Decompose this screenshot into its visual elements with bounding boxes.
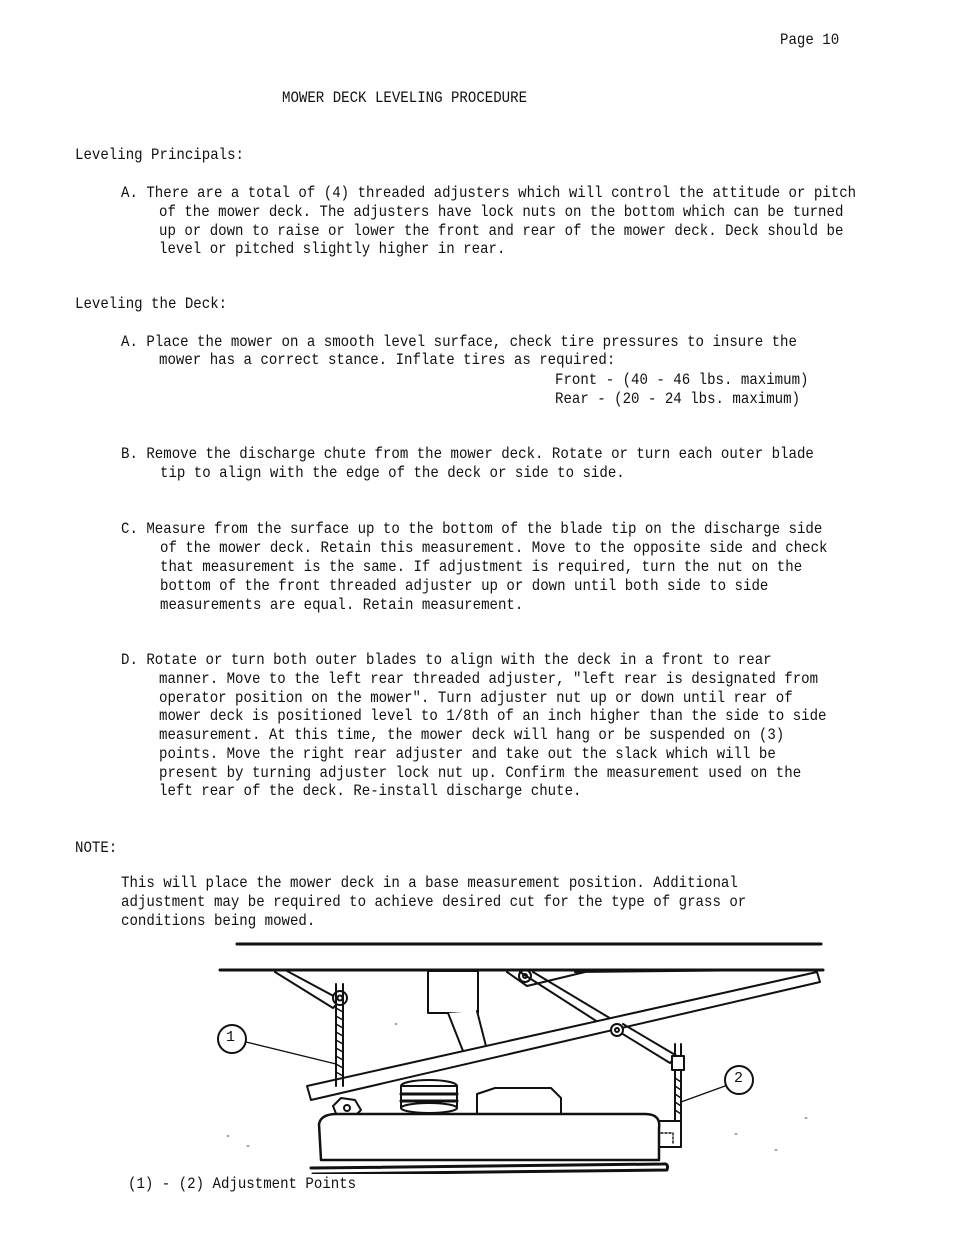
mower-deck-illustration <box>215 938 827 1174</box>
deck-c-line-4: bottom of the front threaded adjuster up or down until both side to side <box>160 577 769 595</box>
page-title: MOWER DECK LEVELING PROCEDURE <box>282 89 528 107</box>
callout-2-label: 2 <box>734 1070 744 1087</box>
deck-b-line-1: B. Remove the discharge chute from the mower deck. Rotate or turn each outer blade <box>121 445 814 463</box>
deck-d-line-3: operator position on the mower". Turn adjuster nut up or down until rear of <box>159 689 793 707</box>
mower-deck-figure <box>215 938 827 1179</box>
note-heading: NOTE: <box>75 839 118 857</box>
figure-caption: (1) - (2) Adjustment Points <box>128 1175 357 1193</box>
section-heading-principals: Leveling Principals: <box>75 146 244 164</box>
page-number: Page 10 <box>780 31 840 49</box>
callout-1-label: 1 <box>226 1029 236 1046</box>
deck-d-line-5: measurement. At this time, the mower deck will hang or be suspended on (3) <box>159 726 785 744</box>
deck-c-line-1: C. Measure from the surface up to the bottom of the blade tip on the discharge side <box>121 520 823 538</box>
deck-c-line-2: of the mower deck. Retain this measurement. Move to the opposite side and check <box>160 539 828 557</box>
principals-a-line-3: up or down to raise or lower the front and rear of the mower deck. Deck should be <box>159 222 844 240</box>
note-line-3: conditions being mowed. <box>121 912 316 930</box>
deck-a-line-2: mower has a correct stance. Inflate tires as required: <box>159 351 616 369</box>
principals-a-line-2: of the mower deck. The adjusters have lock nuts on the bottom which can be turned <box>159 203 844 221</box>
deck-b-line-2: tip to align with the edge of the deck or side to side. <box>160 464 625 482</box>
note-line-1: This will place the mower deck in a base measurement position. Additional <box>121 874 738 892</box>
deck-a-line-1: A. Place the mower on a smooth level surface, check tire pressures to insure the <box>121 333 797 351</box>
deck-d-line-6: points. Move the right rear adjuster and take out the slack which will be <box>159 745 776 763</box>
deck-d-line-2: manner. Move to the left rear threaded adjuster, "left rear is designated from <box>159 670 819 688</box>
rear-pressure: Rear - (20 - 24 lbs. maximum) <box>555 390 801 408</box>
principals-a-line-4: level or pitched slightly higher in rear. <box>159 240 506 258</box>
front-pressure: Front - (40 - 46 lbs. maximum) <box>555 371 809 389</box>
deck-c-line-3: that measurement is the same. If adjustment is required, turn the nut on the <box>160 558 803 576</box>
principals-a-line-1: A. There are a total of (4) threaded adjusters which will control the attitude or pitch <box>121 184 857 202</box>
section-heading-deck: Leveling the Deck: <box>75 295 228 313</box>
deck-d-line-4: mower deck is positioned level to 1/8th of an inch higher than the side to side <box>159 707 827 725</box>
deck-d-line-8: left rear of the deck. Re-install discharge chute. <box>159 782 582 800</box>
deck-d-line-1: D. Rotate or turn both outer blades to align with the deck in a front to rear <box>121 651 772 669</box>
note-line-2: adjustment may be required to achieve desired cut for the type of grass or <box>121 893 747 911</box>
deck-c-line-5: measurements are equal. Retain measurement. <box>160 596 524 614</box>
deck-d-line-7: present by turning adjuster lock nut up. Confirm the measurement used on the <box>159 764 802 782</box>
